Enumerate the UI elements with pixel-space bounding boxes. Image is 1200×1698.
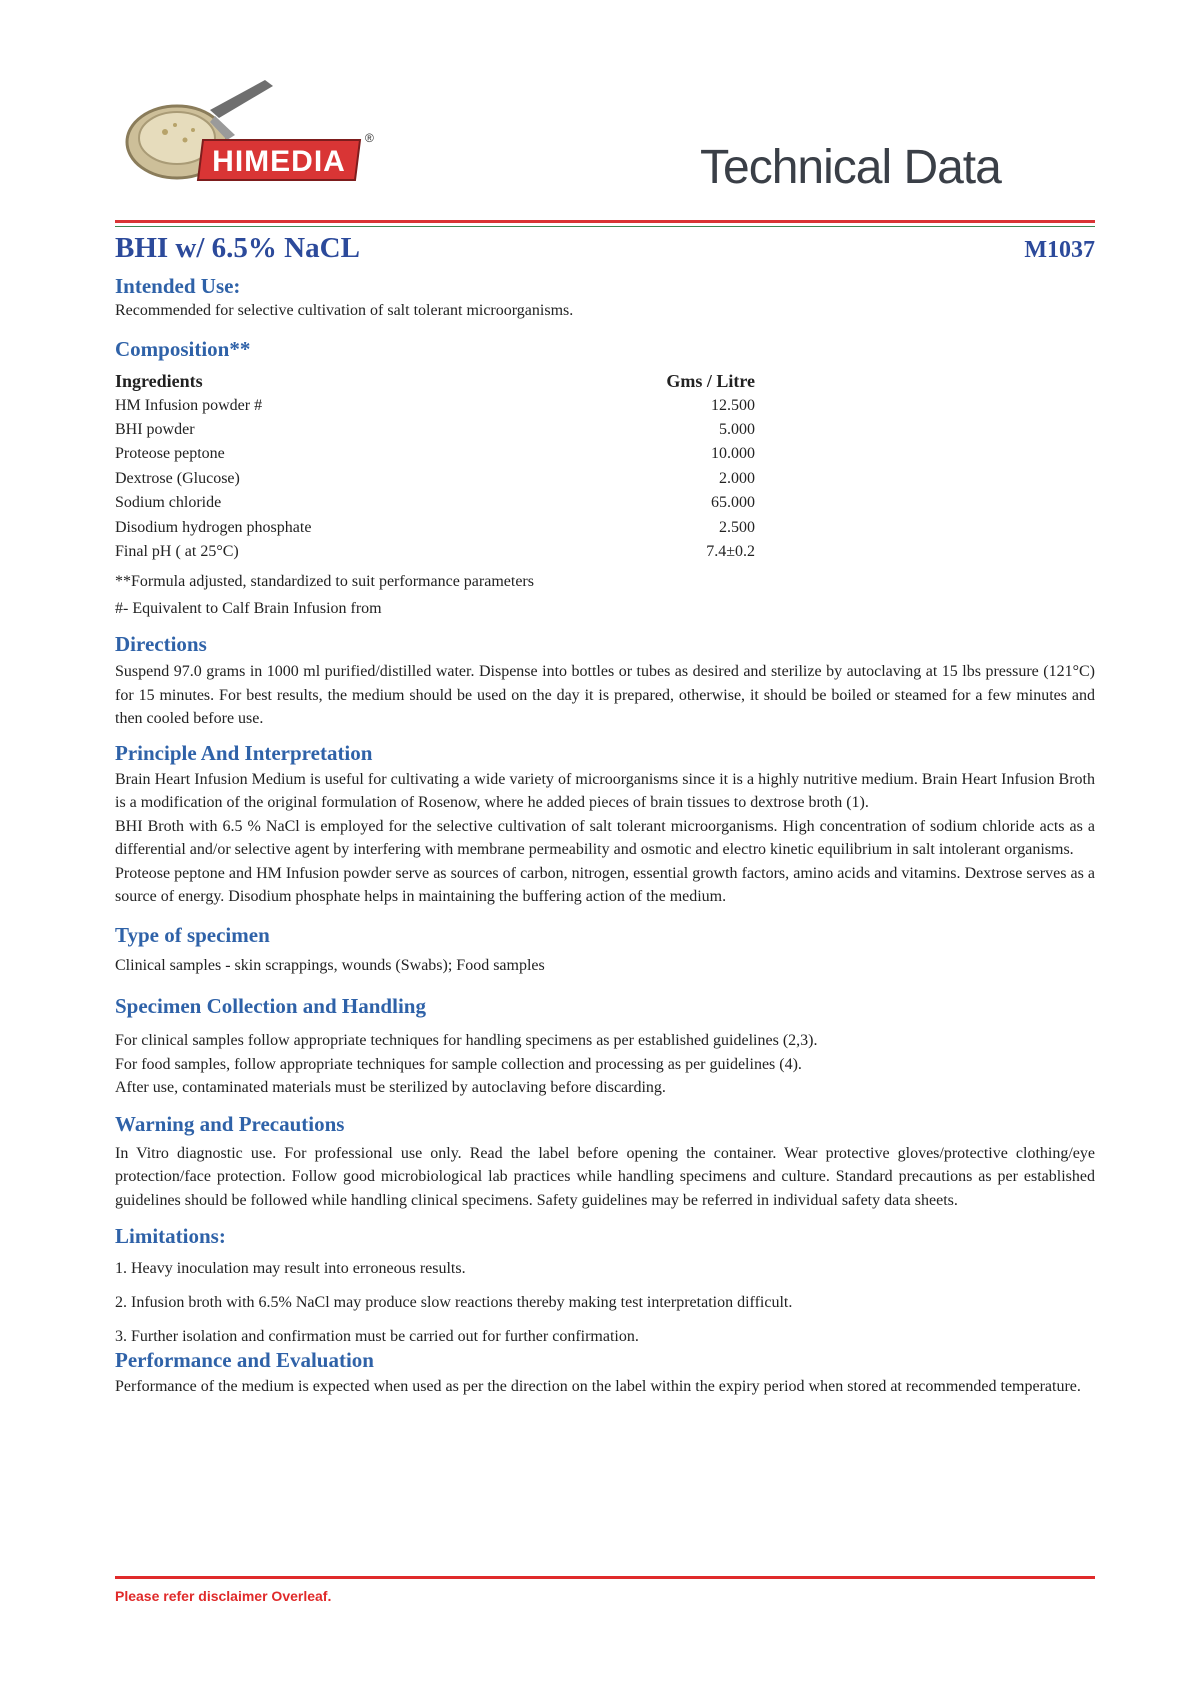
list-item: 1. Heavy inoculation may result into erroneous results. [115, 1260, 466, 1278]
ingredient-name: Final pH ( at 25°C) [115, 542, 239, 560]
specimen-collection-line: After use, contaminated materials must be sterilized by autoclaving before discarding. [115, 1079, 666, 1097]
specimen-type-text: Clinical samples - skin scrappings, wounds (Swabs); Food samples [115, 956, 545, 974]
product-title-row [115, 232, 1095, 274]
directions-text: Suspend 97.0 grams in 1000 ml purified/distilled water. Dispense into bottles or tubes as desired and sterilize by autoclaving at 15 lbs pressure (121°C) for 15 minutes. For best results, the medium should be used on the day it is prepared, otherwise, it should be boiled or steamed for a few minutes and then cooled before use. [115, 663, 1095, 728]
intended-use-section [115, 274, 1095, 323]
specimen-collection-section [115, 994, 1095, 1100]
table-row [115, 516, 755, 540]
ingredient-amount: 12.500 [711, 396, 755, 414]
directions-section [115, 632, 1095, 731]
principle-paragraph: Brain Heart Infusion Medium is useful for cultivating a wide variety of microorganisms since it is a highly nutritive medium. Brain Heart Infusion Broth is a modification of the original formulation of Rosenow, where he added pieces of brain tissues to dextrose broth (1). [115, 770, 1095, 812]
ingredient-name: HM Infusion powder # [115, 396, 263, 414]
amount-column-header: Gms / Litre [666, 370, 755, 391]
specimen-collection-line: For clinical samples follow appropriate techniques for handling specimens as per established guidelines (2,3). [115, 1032, 818, 1050]
page-header [0, 0, 1200, 220]
header-divider-red [115, 220, 1095, 223]
document-body [115, 232, 1095, 1399]
table-row [115, 540, 755, 564]
list-item: 2. Infusion broth with 6.5% NaCl may produce slow reactions thereby making test interpretation difficult. [115, 1294, 793, 1312]
ingredient-amount: 10.000 [711, 445, 755, 463]
svg-text:®: ® [365, 131, 374, 145]
specimen-type-heading: Type of specimen [115, 922, 270, 947]
table-row [115, 467, 755, 491]
table-row [115, 491, 755, 515]
composition-heading: Composition** [115, 336, 251, 361]
himedia-logo [115, 80, 385, 205]
disclaimer-note: Please refer disclaimer Overleaf. [115, 1588, 332, 1604]
intended-use-heading: Intended Use: [115, 274, 241, 298]
footer-divider [115, 1576, 1095, 1579]
limitations-heading: Limitations: [115, 1224, 226, 1249]
table-row [115, 442, 755, 466]
technical-data-title: Technical Data [700, 141, 1001, 194]
performance-section [115, 1348, 1095, 1399]
svg-text:HIMEDIA: HIMEDIA [212, 145, 346, 178]
performance-text: Performance of the medium is expected when used as per the direction on the label within the expiry period when stored at recommended temperature. [115, 1378, 1081, 1396]
ingredient-amount: 5.000 [719, 420, 755, 438]
limitations-section [115, 1224, 1095, 1348]
table-row [115, 394, 755, 418]
intended-use-text: Recommended for selective cultivation of salt tolerant microorganisms. [115, 302, 574, 319]
ingredient-name: Dextrose (Glucose) [115, 469, 240, 487]
formula-note: **Formula adjusted, standardized to suit performance parameters [115, 573, 534, 591]
table-row [115, 418, 755, 442]
warning-text: In Vitro diagnostic use. For professional use only. Read the label before opening the container. Wear protective gloves/protective clothing/eye protection/face protection. Follow good microbiological lab practices while handling specimens and culture. Standard precautions as per established guidelines should be followed while handling clinical specimens. Safety guidelines may be referred in individual safety data sheets. [115, 1144, 1095, 1209]
principle-paragraph: BHI Broth with 6.5 % NaCl is employed for the selective cultivation of salt tolerant microorganisms. High concentration of sodium chloride acts as a differential and/or selective agent by interfering with membrane permeability and osmotic and electro kinetic equilibrium in salt intolerant organisms. [115, 817, 1095, 859]
specimen-type-section [115, 923, 1095, 978]
ingredient-amount: 7.4±0.2 [706, 542, 755, 560]
principle-section [115, 741, 1095, 909]
ingredient-name: Sodium chloride [115, 494, 222, 512]
specimen-collection-line: For food samples, follow appropriate techniques for sample collection and processing as per guidelines (4). [115, 1055, 802, 1073]
limitations-list [115, 1257, 1095, 1348]
product-name: BHI w/ 6.5% NaCL [115, 232, 360, 264]
header-divider-green [115, 226, 1095, 227]
directions-heading: Directions [115, 632, 207, 657]
ingredient-name: BHI powder [115, 420, 195, 438]
ingredient-name: Disodium hydrogen phosphate [115, 518, 312, 536]
ingredient-amount: 2.500 [719, 518, 755, 536]
warning-heading: Warning and Precautions [115, 1111, 345, 1136]
infusion-note: #- Equivalent to Calf Brain Infusion from [115, 600, 382, 618]
product-code: M1037 [1024, 237, 1095, 263]
list-item: 3. Further isolation and confirmation must be carried out for further confirmation. [115, 1328, 639, 1346]
ingredient-name: Proteose peptone [115, 445, 225, 463]
ingredient-amount: 2.000 [719, 469, 755, 487]
ingredients-column-header: Ingredients [115, 370, 203, 391]
performance-heading: Performance and Evaluation [115, 1348, 374, 1373]
specimen-collection-heading: Specimen Collection and Handling [115, 994, 426, 1019]
composition-table [115, 368, 755, 565]
composition-header-row [115, 368, 755, 394]
ingredient-amount: 65.000 [711, 494, 755, 512]
principle-heading: Principle And Interpretation [115, 740, 373, 765]
composition-section [115, 337, 1095, 623]
warning-section [115, 1112, 1095, 1213]
principle-paragraph: Proteose peptone and HM Infusion powder serve as sources of carbon, nitrogen, essential growth factors, amino acids and vitamins. Dextrose serves as a source of energy. Disodium phosphate helps in maintaining the buffering action of the medium. [115, 864, 1095, 906]
